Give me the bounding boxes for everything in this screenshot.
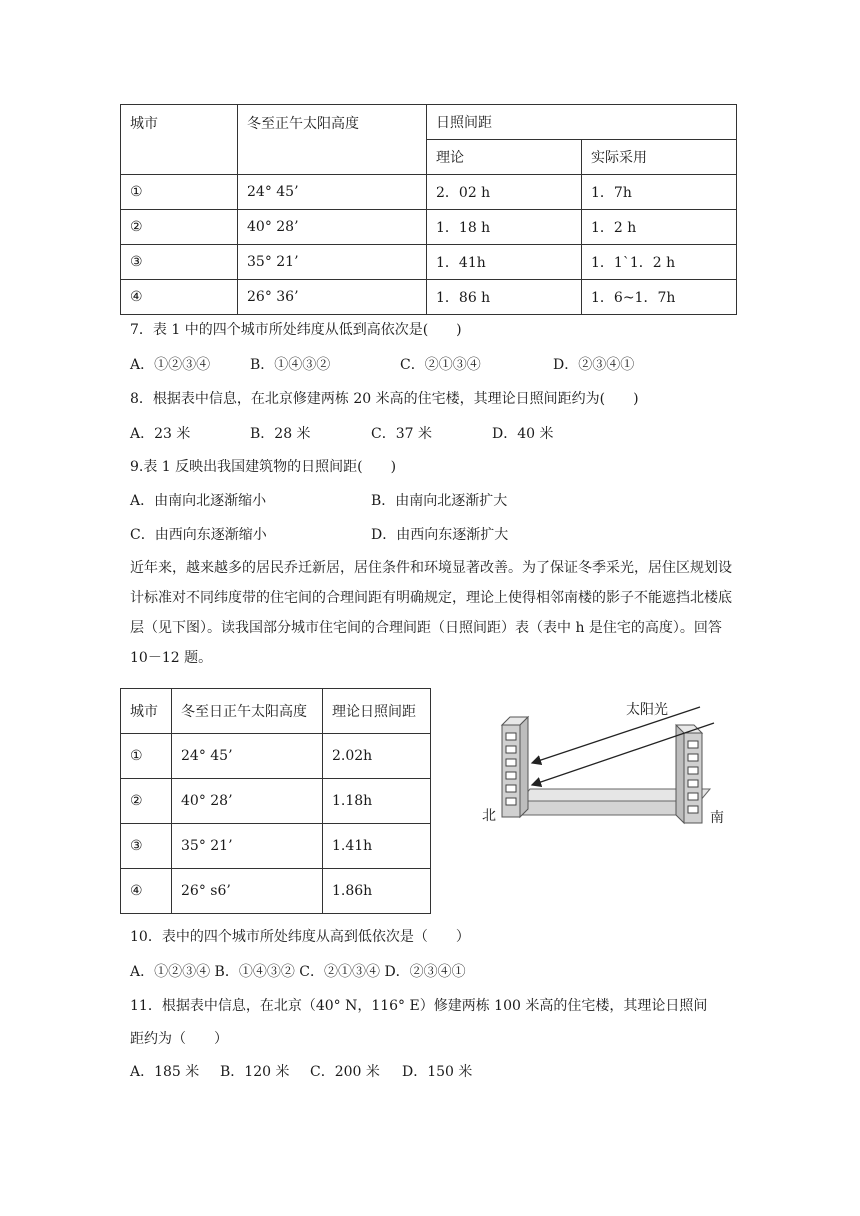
q7-option-b: B．①④③② [250, 357, 331, 373]
question-11-stem: 11．根据表中信息，在北京（40° N，116° E）修建两栋 100 米高的住宅楼，其理论日照间 [130, 998, 708, 1014]
angle-cell: 40° 28’ [172, 779, 323, 824]
angle-cell: 24° 45’ [238, 175, 427, 210]
header-theory-spacing: 理论日照间距 [323, 689, 431, 734]
angle-cell: 40° 28’ [238, 210, 427, 245]
q8-option-a: A．23 米 [130, 426, 191, 442]
q9-option-a: A．由南向北逐渐缩小 [130, 493, 267, 509]
city-cell: ② [121, 210, 238, 245]
q8-option-c: C．37 米 [371, 426, 432, 442]
table-row [121, 869, 431, 914]
header-city: 城市 [121, 689, 172, 734]
actual-cell: 1．6~1．7h [582, 280, 737, 315]
sunlight-label: 太阳光 [626, 702, 668, 718]
table-row [121, 824, 431, 869]
q11-option-a: A．185 米 [130, 1064, 200, 1080]
table-row [121, 280, 737, 315]
header-city: 城市 [121, 105, 238, 175]
reading-passage: 近年来，越来越多的居民乔迁新居，居住条件和环境显著改善。为了保证冬季采光，居住区规划设计标准对不同纬度带的住宅间的合理间距有明确规定，理论上使得相邻南楼的影子不能遮挡北楼底层（见下图）。读我国部分城市住宅间的合理间距（日照间距）表（表中 h 是住宅的高度）。回答 10－12 题。 [130, 560, 732, 666]
city-cell: ④ [121, 280, 238, 315]
header-sunlight-spacing: 日照间距 [427, 105, 737, 140]
q9-option-c: C．由西向东逐渐缩小 [130, 527, 267, 543]
sunlight-spacing-table-1 [120, 104, 737, 315]
question-9-stem: 9.表 1 反映出我国建筑物的日照间距( ) [130, 459, 397, 475]
header-noon-sun-altitude: 冬至正午太阳高度 [238, 105, 427, 175]
table-row [121, 245, 737, 280]
city-cell: ② [121, 779, 172, 824]
theory-cell: 1.86h [323, 869, 431, 914]
q11-option-d: D．150 米 [402, 1064, 473, 1080]
q8-option-d: D．40 米 [492, 426, 554, 442]
question-7-stem: 7．表 1 中的四个城市所处纬度从低到高依次是( ) [130, 322, 462, 338]
north-label: 北 [482, 808, 496, 824]
table-row [121, 210, 737, 245]
south-label: 南 [710, 810, 724, 826]
city-cell: ④ [121, 869, 172, 914]
theory-cell: 2．02 h [427, 175, 582, 210]
table-row [121, 734, 431, 779]
angle-cell: 26° 36’ [238, 280, 427, 315]
city-cell: ③ [121, 245, 238, 280]
sun-ray-upper [532, 707, 700, 763]
city-cell: ① [121, 175, 238, 210]
q11-option-b: B．120 米 [220, 1064, 290, 1080]
theory-cell: 1．86 h [427, 280, 582, 315]
q11-option-c: C．200 米 [310, 1064, 380, 1080]
question-8-stem: 8．根据表中信息，在北京修建两栋 20 米高的住宅楼，其理论日照间距约为( ) [130, 391, 639, 407]
city-cell: ③ [121, 824, 172, 869]
building-sunlight-diagram [478, 693, 733, 833]
theory-cell: 2.02h [323, 734, 431, 779]
q10-options: A．①②③④ B．①④③② C．②①③④ D．②③④① [130, 964, 466, 980]
theory-cell: 1．41h [427, 245, 582, 280]
table-row [121, 779, 431, 824]
angle-cell: 35° 21’ [172, 824, 323, 869]
actual-cell: 1．2 h [582, 210, 737, 245]
q9-option-d: D．由西向东逐渐扩大 [371, 527, 509, 543]
theory-cell: 1．18 h [427, 210, 582, 245]
header-actual: 实际采用 [582, 140, 737, 175]
q9-option-b: B．由南向北逐渐扩大 [371, 493, 508, 509]
q8-option-b: B．28 米 [250, 426, 311, 442]
theory-cell: 1.41h [323, 824, 431, 869]
question-10-stem: 10．表中的四个城市所处纬度从高到低依次是（ ） [130, 929, 470, 945]
actual-cell: 1．7h [582, 175, 737, 210]
sunlight-spacing-table-2 [120, 688, 431, 914]
q7-option-d: D．②③④① [553, 357, 635, 373]
angle-cell: 24° 45’ [172, 734, 323, 779]
header-noon-sun-altitude: 冬至日正午太阳高度 [172, 689, 323, 734]
q7-option-a: A．①②③④ [130, 357, 211, 373]
angle-cell: 26° s6’ [172, 869, 323, 914]
city-cell: ① [121, 734, 172, 779]
question-11-stem-continued: 距约为（ ） [130, 1031, 228, 1047]
angle-cell: 35° 21’ [238, 245, 427, 280]
actual-cell: 1．1`1．2 h [582, 245, 737, 280]
theory-cell: 1.18h [323, 779, 431, 824]
table-row [121, 175, 737, 210]
header-theory: 理论 [427, 140, 582, 175]
q7-option-c: C．②①③④ [400, 357, 481, 373]
buildings-illustration [478, 693, 733, 833]
